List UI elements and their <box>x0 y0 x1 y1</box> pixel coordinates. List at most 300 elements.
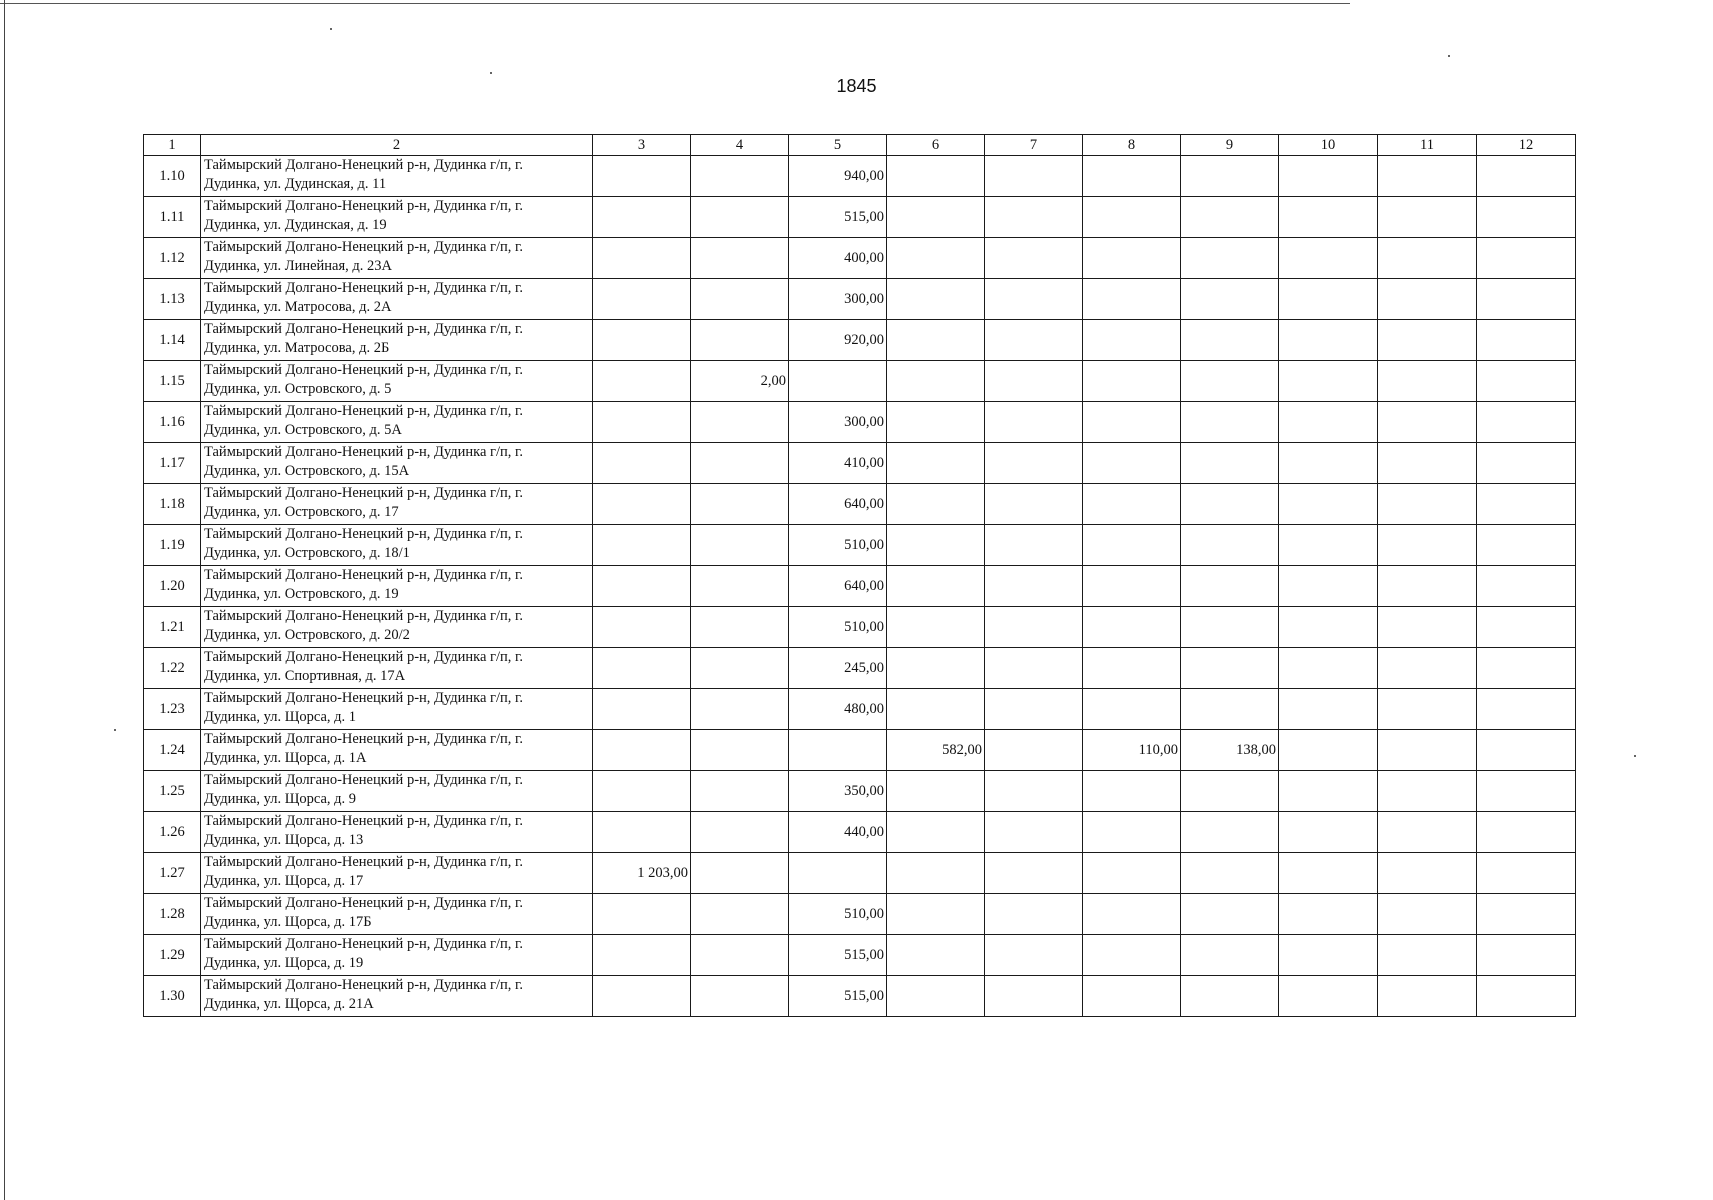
table-row <box>144 197 1576 238</box>
value-cell-col-8 <box>1083 197 1181 238</box>
scan-border-top <box>0 3 1350 4</box>
address-line-2: Дудинка, ул. Щорса, д. 13 <box>204 832 364 848</box>
value-cell-col-12 <box>1477 197 1576 238</box>
table-row <box>144 935 1576 976</box>
row-index-cell: 1.26 <box>144 812 201 853</box>
value-cell-col-3 <box>593 361 691 402</box>
column-header: 2 <box>201 135 593 156</box>
value-cell-col-3 <box>593 689 691 730</box>
address-line-2: Дудинка, ул. Матросова, д. 2А <box>204 299 392 315</box>
column-header: 8 <box>1083 135 1181 156</box>
property-register-table <box>143 134 1576 1017</box>
value-cell-col-3 <box>593 894 691 935</box>
value-cell-col-10 <box>1279 771 1378 812</box>
value-cell-col-10 <box>1279 607 1378 648</box>
address-line-1: Таймырский Долгано-Ненецкий р-н, Дудинка г/п, г. <box>204 157 523 173</box>
value-cell-col-3 <box>593 730 691 771</box>
column-header: 12 <box>1477 135 1576 156</box>
address-line-1: Таймырский Долгано-Ненецкий р-н, Дудинка г/п, г. <box>204 280 523 296</box>
table-row <box>144 689 1576 730</box>
value-cell-col-5: 640,00 <box>789 484 887 525</box>
value-cell-col-4 <box>691 689 789 730</box>
value-cell-col-11 <box>1378 197 1477 238</box>
address-line-2: Дудинка, ул. Островского, д. 17 <box>204 504 399 520</box>
value-cell-col-3: 1 203,00 <box>593 853 691 894</box>
value-cell-col-10 <box>1279 525 1378 566</box>
row-index-cell: 1.14 <box>144 320 201 361</box>
value-cell-col-8 <box>1083 648 1181 689</box>
table-row <box>144 279 1576 320</box>
value-cell-col-8 <box>1083 402 1181 443</box>
address-line-2: Дудинка, ул. Щорса, д. 1 <box>204 709 357 725</box>
value-cell-col-8 <box>1083 976 1181 1017</box>
value-cell-col-11 <box>1378 279 1477 320</box>
value-cell-col-5: 350,00 <box>789 771 887 812</box>
address-line-2: Дудинка, ул. Линейная, д. 23А <box>204 258 392 274</box>
address-cell <box>201 689 593 730</box>
value-cell-col-10 <box>1279 402 1378 443</box>
row-index-cell: 1.25 <box>144 771 201 812</box>
value-cell-col-5: 300,00 <box>789 279 887 320</box>
value-cell-col-6 <box>887 935 985 976</box>
value-cell-col-5 <box>789 853 887 894</box>
value-cell-col-6 <box>887 238 985 279</box>
value-cell-col-7 <box>985 484 1083 525</box>
value-cell-col-12 <box>1477 484 1576 525</box>
value-cell-col-8 <box>1083 566 1181 607</box>
table-row <box>144 730 1576 771</box>
address-cell <box>201 894 593 935</box>
value-cell-col-6 <box>887 402 985 443</box>
value-cell-col-4 <box>691 402 789 443</box>
row-index-cell: 1.11 <box>144 197 201 238</box>
value-cell-col-9 <box>1181 976 1279 1017</box>
value-cell-col-9 <box>1181 607 1279 648</box>
address-line-1: Таймырский Долгано-Ненецкий р-н, Дудинка г/п, г. <box>204 403 523 419</box>
address-line-1: Таймырский Долгано-Ненецкий р-н, Дудинка г/п, г. <box>204 895 523 911</box>
value-cell-col-7 <box>985 402 1083 443</box>
value-cell-col-9 <box>1181 484 1279 525</box>
value-cell-col-12 <box>1477 320 1576 361</box>
row-index-cell: 1.27 <box>144 853 201 894</box>
value-cell-col-7 <box>985 156 1083 197</box>
table-row <box>144 238 1576 279</box>
value-cell-col-10 <box>1279 935 1378 976</box>
address-cell <box>201 648 593 689</box>
value-cell-col-9 <box>1181 402 1279 443</box>
value-cell-col-10 <box>1279 566 1378 607</box>
value-cell-col-6 <box>887 443 985 484</box>
value-cell-col-5: 640,00 <box>789 566 887 607</box>
value-cell-col-4 <box>691 812 789 853</box>
value-cell-col-10 <box>1279 730 1378 771</box>
address-cell <box>201 361 593 402</box>
table-row <box>144 607 1576 648</box>
value-cell-col-4 <box>691 238 789 279</box>
value-cell-col-11 <box>1378 607 1477 648</box>
row-index-cell: 1.15 <box>144 361 201 402</box>
row-index-cell: 1.12 <box>144 238 201 279</box>
value-cell-col-10 <box>1279 156 1378 197</box>
table-row <box>144 484 1576 525</box>
scan-speck <box>1634 755 1636 757</box>
value-cell-col-10 <box>1279 689 1378 730</box>
value-cell-col-7 <box>985 279 1083 320</box>
value-cell-col-7 <box>985 648 1083 689</box>
row-index-cell: 1.28 <box>144 894 201 935</box>
value-cell-col-9 <box>1181 566 1279 607</box>
value-cell-col-7 <box>985 361 1083 402</box>
value-cell-col-8 <box>1083 484 1181 525</box>
row-index-cell: 1.18 <box>144 484 201 525</box>
column-header: 6 <box>887 135 985 156</box>
value-cell-col-9 <box>1181 689 1279 730</box>
value-cell-col-8 <box>1083 443 1181 484</box>
address-line-1: Таймырский Долгано-Ненецкий р-н, Дудинка г/п, г. <box>204 977 523 993</box>
value-cell-col-12 <box>1477 689 1576 730</box>
table-row <box>144 525 1576 566</box>
address-cell <box>201 238 593 279</box>
value-cell-col-5: 510,00 <box>789 607 887 648</box>
table-row <box>144 976 1576 1017</box>
address-cell <box>201 976 593 1017</box>
table-row <box>144 771 1576 812</box>
value-cell-col-3 <box>593 156 691 197</box>
address-line-2: Дудинка, ул. Островского, д. 18/1 <box>204 545 410 561</box>
value-cell-col-8 <box>1083 525 1181 566</box>
value-cell-col-11 <box>1378 361 1477 402</box>
address-line-1: Таймырский Долгано-Ненецкий р-н, Дудинка г/п, г. <box>204 321 523 337</box>
table-row <box>144 361 1576 402</box>
column-header: 5 <box>789 135 887 156</box>
value-cell-col-3 <box>593 812 691 853</box>
value-cell-col-6 <box>887 607 985 648</box>
value-cell-col-11 <box>1378 812 1477 853</box>
address-line-2: Дудинка, ул. Островского, д. 5А <box>204 422 402 438</box>
scan-speck <box>114 729 116 731</box>
row-index-cell: 1.24 <box>144 730 201 771</box>
value-cell-col-10 <box>1279 484 1378 525</box>
value-cell-col-11 <box>1378 443 1477 484</box>
value-cell-col-4 <box>691 197 789 238</box>
row-index-cell: 1.13 <box>144 279 201 320</box>
value-cell-col-7 <box>985 525 1083 566</box>
column-number-header-row <box>144 135 1576 156</box>
value-cell-col-9 <box>1181 443 1279 484</box>
value-cell-col-6 <box>887 525 985 566</box>
value-cell-col-12 <box>1477 361 1576 402</box>
value-cell-col-6 <box>887 566 985 607</box>
value-cell-col-9 <box>1181 197 1279 238</box>
value-cell-col-5 <box>789 730 887 771</box>
value-cell-col-4 <box>691 771 789 812</box>
address-cell <box>201 566 593 607</box>
value-cell-col-9 <box>1181 812 1279 853</box>
row-index-cell: 1.20 <box>144 566 201 607</box>
value-cell-col-12 <box>1477 279 1576 320</box>
value-cell-col-11 <box>1378 648 1477 689</box>
value-cell-col-5: 510,00 <box>789 894 887 935</box>
value-cell-col-12 <box>1477 648 1576 689</box>
value-cell-col-6 <box>887 648 985 689</box>
value-cell-col-11 <box>1378 689 1477 730</box>
value-cell-col-8 <box>1083 812 1181 853</box>
value-cell-col-3 <box>593 320 691 361</box>
address-line-1: Таймырский Долгано-Ненецкий р-н, Дудинка г/п, г. <box>204 649 523 665</box>
value-cell-col-5: 515,00 <box>789 935 887 976</box>
row-index-cell: 1.17 <box>144 443 201 484</box>
address-cell <box>201 812 593 853</box>
value-cell-col-6 <box>887 894 985 935</box>
value-cell-col-12 <box>1477 443 1576 484</box>
value-cell-col-6 <box>887 156 985 197</box>
value-cell-col-9: 138,00 <box>1181 730 1279 771</box>
value-cell-col-11 <box>1378 402 1477 443</box>
value-cell-col-5: 510,00 <box>789 525 887 566</box>
address-line-2: Дудинка, ул. Дудинская, д. 11 <box>204 176 387 192</box>
value-cell-col-6 <box>887 812 985 853</box>
value-cell-col-8 <box>1083 853 1181 894</box>
value-cell-col-9 <box>1181 361 1279 402</box>
value-cell-col-5: 480,00 <box>789 689 887 730</box>
value-cell-col-6 <box>887 361 985 402</box>
address-line-2: Дудинка, ул. Спортивная, д. 17А <box>204 668 406 684</box>
value-cell-col-5: 515,00 <box>789 976 887 1017</box>
value-cell-col-11 <box>1378 484 1477 525</box>
address-line-2: Дудинка, ул. Островского, д. 19 <box>204 586 399 602</box>
address-line-2: Дудинка, ул. Щорса, д. 9 <box>204 791 357 807</box>
value-cell-col-11 <box>1378 320 1477 361</box>
value-cell-col-3 <box>593 976 691 1017</box>
value-cell-col-7 <box>985 320 1083 361</box>
value-cell-col-6: 582,00 <box>887 730 985 771</box>
address-line-2: Дудинка, ул. Островского, д. 5 <box>204 381 392 397</box>
address-cell <box>201 730 593 771</box>
value-cell-col-7 <box>985 238 1083 279</box>
value-cell-col-10 <box>1279 238 1378 279</box>
value-cell-col-4 <box>691 443 789 484</box>
value-cell-col-5: 300,00 <box>789 402 887 443</box>
value-cell-col-12 <box>1477 935 1576 976</box>
value-cell-col-9 <box>1181 156 1279 197</box>
value-cell-col-9 <box>1181 525 1279 566</box>
value-cell-col-9 <box>1181 320 1279 361</box>
value-cell-col-7 <box>985 730 1083 771</box>
value-cell-col-7 <box>985 812 1083 853</box>
value-cell-col-9 <box>1181 771 1279 812</box>
column-header: 3 <box>593 135 691 156</box>
table-row <box>144 853 1576 894</box>
column-header: 1 <box>144 135 201 156</box>
address-cell <box>201 771 593 812</box>
table-row <box>144 320 1576 361</box>
value-cell-col-9 <box>1181 279 1279 320</box>
scan-speck <box>1448 55 1450 57</box>
table-row <box>144 648 1576 689</box>
address-line-1: Таймырский Долгано-Ненецкий р-н, Дудинка г/п, г. <box>204 690 523 706</box>
row-index-cell: 1.29 <box>144 935 201 976</box>
value-cell-col-8 <box>1083 607 1181 648</box>
value-cell-col-3 <box>593 935 691 976</box>
value-cell-col-10 <box>1279 279 1378 320</box>
value-cell-col-9 <box>1181 853 1279 894</box>
value-cell-col-8 <box>1083 935 1181 976</box>
value-cell-col-4: 2,00 <box>691 361 789 402</box>
row-index-cell: 1.23 <box>144 689 201 730</box>
value-cell-col-9 <box>1181 648 1279 689</box>
value-cell-col-3 <box>593 484 691 525</box>
value-cell-col-6 <box>887 484 985 525</box>
address-line-1: Таймырский Долгано-Ненецкий р-н, Дудинка г/п, г. <box>204 813 523 829</box>
value-cell-col-3 <box>593 197 691 238</box>
value-cell-col-4 <box>691 894 789 935</box>
value-cell-col-5: 920,00 <box>789 320 887 361</box>
value-cell-col-12 <box>1477 894 1576 935</box>
value-cell-col-7 <box>985 607 1083 648</box>
value-cell-col-5: 515,00 <box>789 197 887 238</box>
value-cell-col-4 <box>691 279 789 320</box>
scan-speck <box>490 72 492 74</box>
column-header: 11 <box>1378 135 1477 156</box>
row-index-cell: 1.30 <box>144 976 201 1017</box>
value-cell-col-3 <box>593 566 691 607</box>
value-cell-col-7 <box>985 566 1083 607</box>
value-cell-col-10 <box>1279 812 1378 853</box>
value-cell-col-12 <box>1477 812 1576 853</box>
value-cell-col-3 <box>593 771 691 812</box>
value-cell-col-7 <box>985 976 1083 1017</box>
value-cell-col-11 <box>1378 730 1477 771</box>
value-cell-col-3 <box>593 238 691 279</box>
value-cell-col-10 <box>1279 976 1378 1017</box>
table-row <box>144 402 1576 443</box>
value-cell-col-4 <box>691 935 789 976</box>
value-cell-col-10 <box>1279 361 1378 402</box>
address-line-1: Таймырский Долгано-Ненецкий р-н, Дудинка г/п, г. <box>204 485 523 501</box>
address-cell <box>201 853 593 894</box>
value-cell-col-4 <box>691 525 789 566</box>
value-cell-col-6 <box>887 976 985 1017</box>
value-cell-col-11 <box>1378 771 1477 812</box>
value-cell-col-4 <box>691 730 789 771</box>
value-cell-col-4 <box>691 976 789 1017</box>
address-cell <box>201 197 593 238</box>
value-cell-col-5: 245,00 <box>789 648 887 689</box>
address-cell <box>201 402 593 443</box>
address-line-2: Дудинка, ул. Островского, д. 20/2 <box>204 627 410 643</box>
address-cell <box>201 525 593 566</box>
value-cell-col-3 <box>593 607 691 648</box>
address-cell <box>201 935 593 976</box>
value-cell-col-10 <box>1279 320 1378 361</box>
value-cell-col-9 <box>1181 935 1279 976</box>
value-cell-col-4 <box>691 156 789 197</box>
value-cell-col-8 <box>1083 279 1181 320</box>
address-line-2: Дудинка, ул. Матросова, д. 2Б <box>204 340 390 356</box>
address-line-1: Таймырский Долгано-Ненецкий р-н, Дудинка г/п, г. <box>204 772 523 788</box>
value-cell-col-7 <box>985 689 1083 730</box>
value-cell-col-7 <box>985 443 1083 484</box>
value-cell-col-6 <box>887 320 985 361</box>
page-number: 1845 <box>836 76 877 96</box>
value-cell-col-3 <box>593 525 691 566</box>
value-cell-col-8 <box>1083 156 1181 197</box>
address-cell <box>201 156 593 197</box>
value-cell-col-12 <box>1477 156 1576 197</box>
value-cell-col-7 <box>985 894 1083 935</box>
value-cell-col-8 <box>1083 361 1181 402</box>
address-line-1: Таймырский Долгано-Ненецкий р-н, Дудинка г/п, г. <box>204 731 523 747</box>
address-line-2: Дудинка, ул. Щорса, д. 21А <box>204 996 374 1012</box>
value-cell-col-3 <box>593 279 691 320</box>
value-cell-col-7 <box>985 197 1083 238</box>
address-line-2: Дудинка, ул. Щорса, д. 17 <box>204 873 364 889</box>
value-cell-col-11 <box>1378 566 1477 607</box>
value-cell-col-5 <box>789 361 887 402</box>
value-cell-col-11 <box>1378 894 1477 935</box>
value-cell-col-12 <box>1477 525 1576 566</box>
value-cell-col-6 <box>887 853 985 894</box>
value-cell-col-11 <box>1378 976 1477 1017</box>
value-cell-col-3 <box>593 648 691 689</box>
row-index-cell: 1.10 <box>144 156 201 197</box>
address-cell <box>201 607 593 648</box>
value-cell-col-3 <box>593 443 691 484</box>
scan-border-left <box>4 0 5 1200</box>
value-cell-col-9 <box>1181 894 1279 935</box>
column-header: 9 <box>1181 135 1279 156</box>
value-cell-col-10 <box>1279 443 1378 484</box>
table-row <box>144 894 1576 935</box>
column-header: 4 <box>691 135 789 156</box>
value-cell-col-5: 440,00 <box>789 812 887 853</box>
value-cell-col-6 <box>887 197 985 238</box>
value-cell-col-11 <box>1378 156 1477 197</box>
value-cell-col-8 <box>1083 689 1181 730</box>
value-cell-col-3 <box>593 402 691 443</box>
value-cell-col-4 <box>691 648 789 689</box>
value-cell-col-12 <box>1477 976 1576 1017</box>
value-cell-col-11 <box>1378 525 1477 566</box>
address-line-1: Таймырский Долгано-Ненецкий р-н, Дудинка г/п, г. <box>204 444 523 460</box>
value-cell-col-6 <box>887 689 985 730</box>
value-cell-col-5: 400,00 <box>789 238 887 279</box>
address-line-1: Таймырский Долгано-Ненецкий р-н, Дудинка г/п, г. <box>204 362 523 378</box>
row-index-cell: 1.22 <box>144 648 201 689</box>
table-row <box>144 443 1576 484</box>
value-cell-col-11 <box>1378 238 1477 279</box>
value-cell-col-6 <box>887 771 985 812</box>
value-cell-col-12 <box>1477 607 1576 648</box>
row-index-cell: 1.21 <box>144 607 201 648</box>
value-cell-col-12 <box>1477 853 1576 894</box>
table-row <box>144 156 1576 197</box>
table-row <box>144 566 1576 607</box>
address-line-2: Дудинка, ул. Щорса, д. 1А <box>204 750 367 766</box>
value-cell-col-8 <box>1083 894 1181 935</box>
address-line-1: Таймырский Долгано-Ненецкий р-н, Дудинка г/п, г. <box>204 854 523 870</box>
value-cell-col-12 <box>1477 771 1576 812</box>
table-row <box>144 812 1576 853</box>
address-line-2: Дудинка, ул. Островского, д. 15А <box>204 463 410 479</box>
value-cell-col-6 <box>887 279 985 320</box>
value-cell-col-10 <box>1279 853 1378 894</box>
value-cell-col-9 <box>1181 238 1279 279</box>
value-cell-col-12 <box>1477 730 1576 771</box>
value-cell-col-11 <box>1378 935 1477 976</box>
address-line-2: Дудинка, ул. Щорса, д. 17Б <box>204 914 372 930</box>
address-line-1: Таймырский Долгано-Ненецкий р-н, Дудинка г/п, г. <box>204 608 523 624</box>
